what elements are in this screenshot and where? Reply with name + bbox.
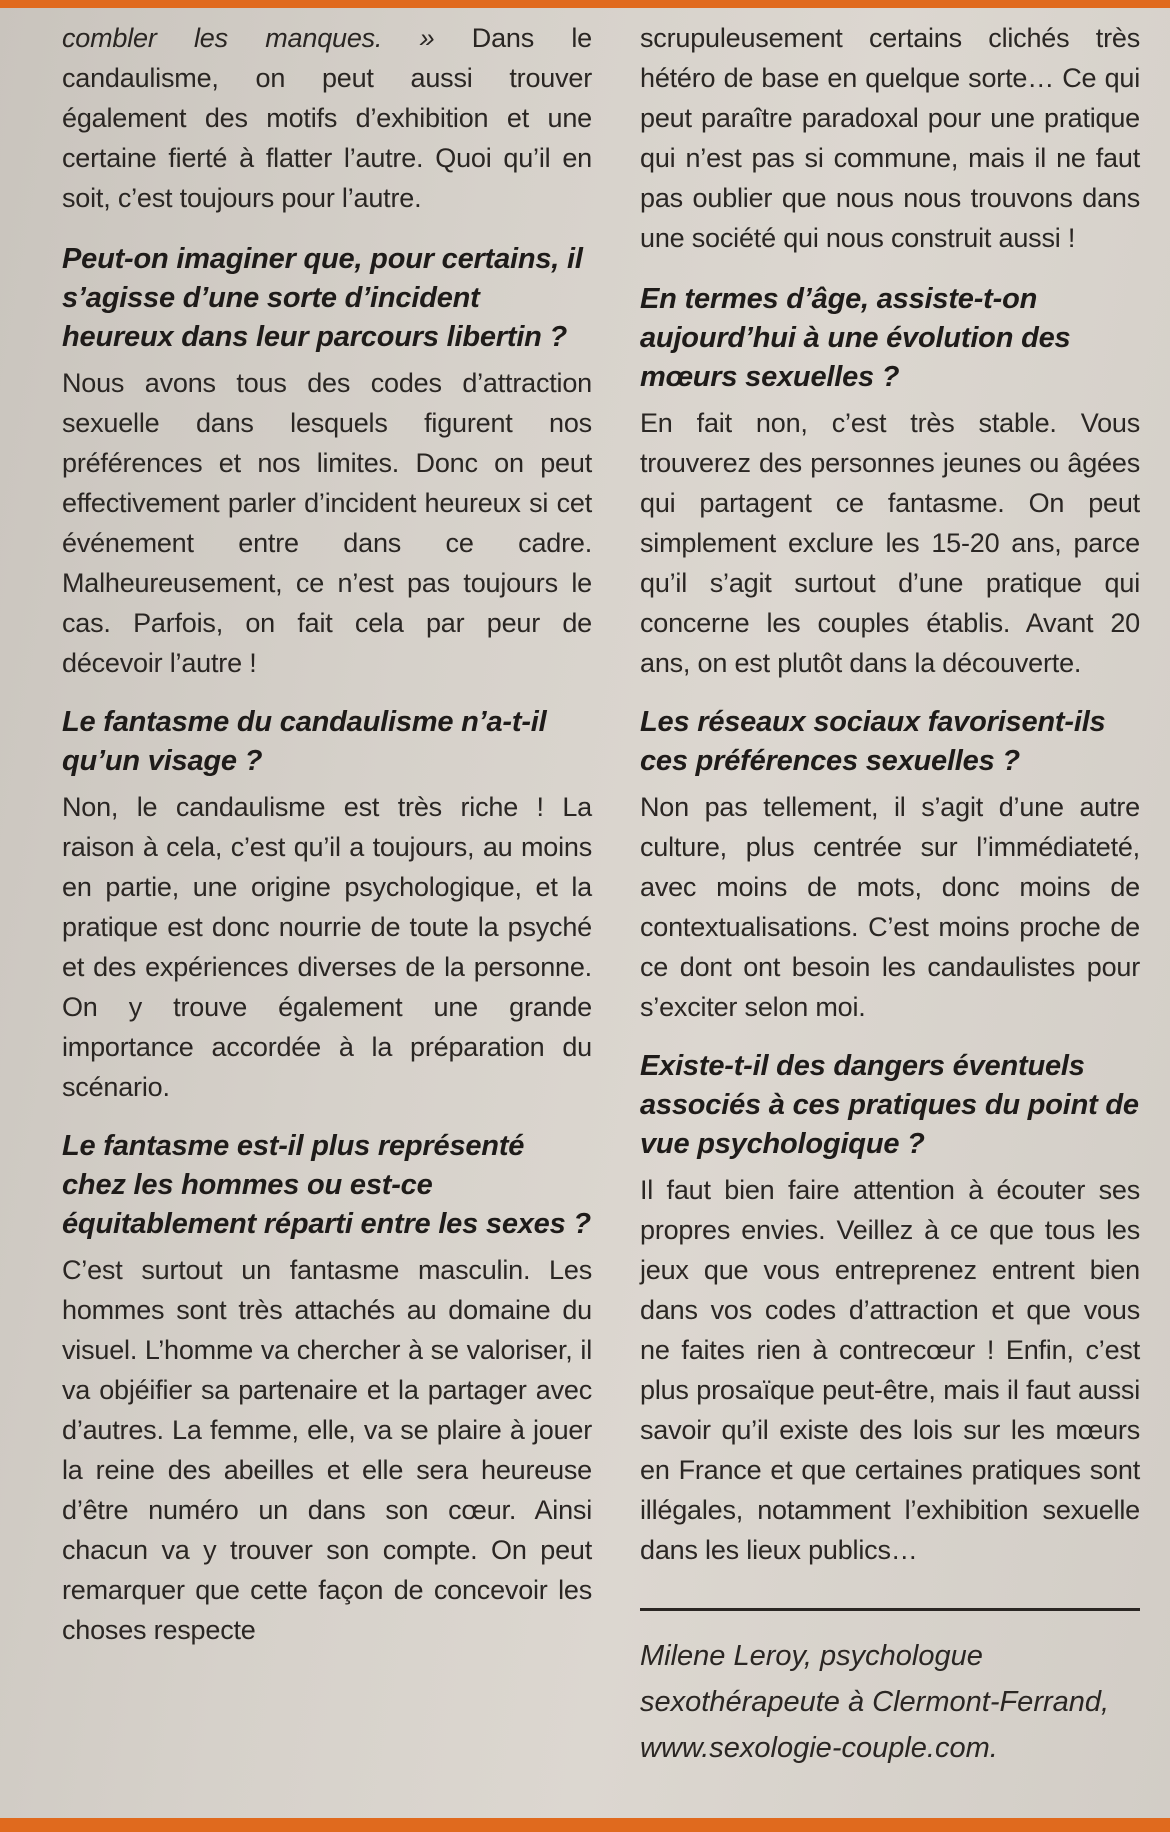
answer-visage: Non, le candaulisme est très riche ! La raison à cela, c’est qu’il a toujours, au moins en partie, une origine psychologique, et la pratique est donc nourrie de toute la psyché et des expériences diverses de la personne. On y trouve également une grande importance accordée à la préparation du scénario. — [62, 792, 592, 1102]
answer-hommes-sexes: C’est surtout un fantasme masculin. Les hommes sont très attachés au domaine du visuel. L’homme va chercher à se valoriser, il va objéifier sa partenaire et la partager avec d’autres. La femme, elle, va se plaire à jouer la reine des abeilles et elle sera heureuse d’être numéro un dans son cœur. Ainsi chacun va y trouver son compte. On peut remarquer que cette façon de concevoir les choses respecte — [62, 1255, 592, 1645]
continuation-paragraph: scrupuleusement certains clichés très hétéro de base en quelque sorte… Ce qui peut paraître paradoxal pour une pratique qui n’est pas si commune, mais il ne faut pas oublier que nous nous trouvons dans une société qui nous construit aussi ! — [640, 23, 1140, 253]
top-orange-strip — [0, 0, 1170, 8]
answer-age: En fait non, c’est très stable. Vous trouverez des personnes jeunes ou âgées qui partagent ce fantasme. On peut simplement exclure les 15-20 ans, parce qu’il s’agit surtout d’une pratique qui concerne les couples établis. Avant 20 ans, on est plutôt dans la découverte. — [640, 408, 1140, 678]
question-visage: Le fantasme du candaulisme n’a-t-il qu’un visage ? — [62, 706, 547, 777]
question-age: En termes d’âge, assiste-t-on aujourd’hui à une évolution des mœurs sexuelles ? — [640, 283, 1071, 393]
question-hommes-sexes: Le fantasme est-il plus représenté chez les hommes ou est-ce équitablement réparti entre les sexes ? — [62, 1130, 591, 1240]
question-reseaux-sociaux: Les réseaux sociaux favorisent-ils ces préférences sexuelles ? — [640, 706, 1106, 777]
left-column — [62, 18, 592, 1650]
signature-title: sexothérapeute à Clermont-Ferrand, — [640, 1686, 1110, 1718]
bottom-orange-strip — [0, 1818, 1170, 1832]
intro-paragraph — [62, 18, 592, 218]
signature-name: Milene Leroy, psychologue — [640, 1640, 983, 1672]
question-dangers: Existe-t-il des dangers éventuels associés à ces pratiques du point de vue psychologique ? — [640, 1050, 1139, 1160]
signature-divider — [640, 1608, 1140, 1611]
answer-incident-heureux: Nous avons tous des codes d’attraction sexuelle dans lesquels figurent nos préférences et nos limites. Donc on peut effectivement parler d’incident heureux si cet événement entre dans ce cadre. Malheureusement, ce n’est pas toujours le cas. Parfois, on fait cela par peur de décevoir l’autre ! — [62, 368, 592, 678]
signature-website: www.sexologie-couple.com. — [640, 1732, 998, 1764]
answer-reseaux-sociaux: Non pas tellement, il s’agit d’une autre culture, plus centrée sur l’immédiateté, avec moins de mots, donc moins de contextualisations. C’est moins proche de ce dont ont besoin les candaulistes pour s’exciter selon moi. — [640, 792, 1140, 1022]
intro-quote-italic: combler les manques. » — [62, 23, 435, 53]
intro-paragraph-text: Dans le candaulisme, on peut aussi trouver également des motifs d’exhibition et une certaine fierté à flatter l’autre. Quoi qu’il en soit, c’est toujours pour l’autre. — [62, 23, 592, 213]
question-incident-heureux: Peut-on imaginer que, pour certains, il s’agisse d’une sorte d’incident heureux dans leur parcours libertin ? — [62, 243, 583, 353]
right-column — [640, 18, 1140, 1771]
answer-dangers: Il faut bien faire attention à écouter ses propres envies. Veillez à ce que tous les jeux que vous entreprenez entrent bien dans vos codes d’attraction et que vous ne faites rien à contrecœur ! Enfin, c’est plus prosaïque peut-être, mais il faut aussi savoir qu’il existe des lois sur les mœurs en France et que certaines pratiques sont illégales, notamment l’exhibition sexuelle dans les lieux publics… — [640, 1175, 1140, 1565]
